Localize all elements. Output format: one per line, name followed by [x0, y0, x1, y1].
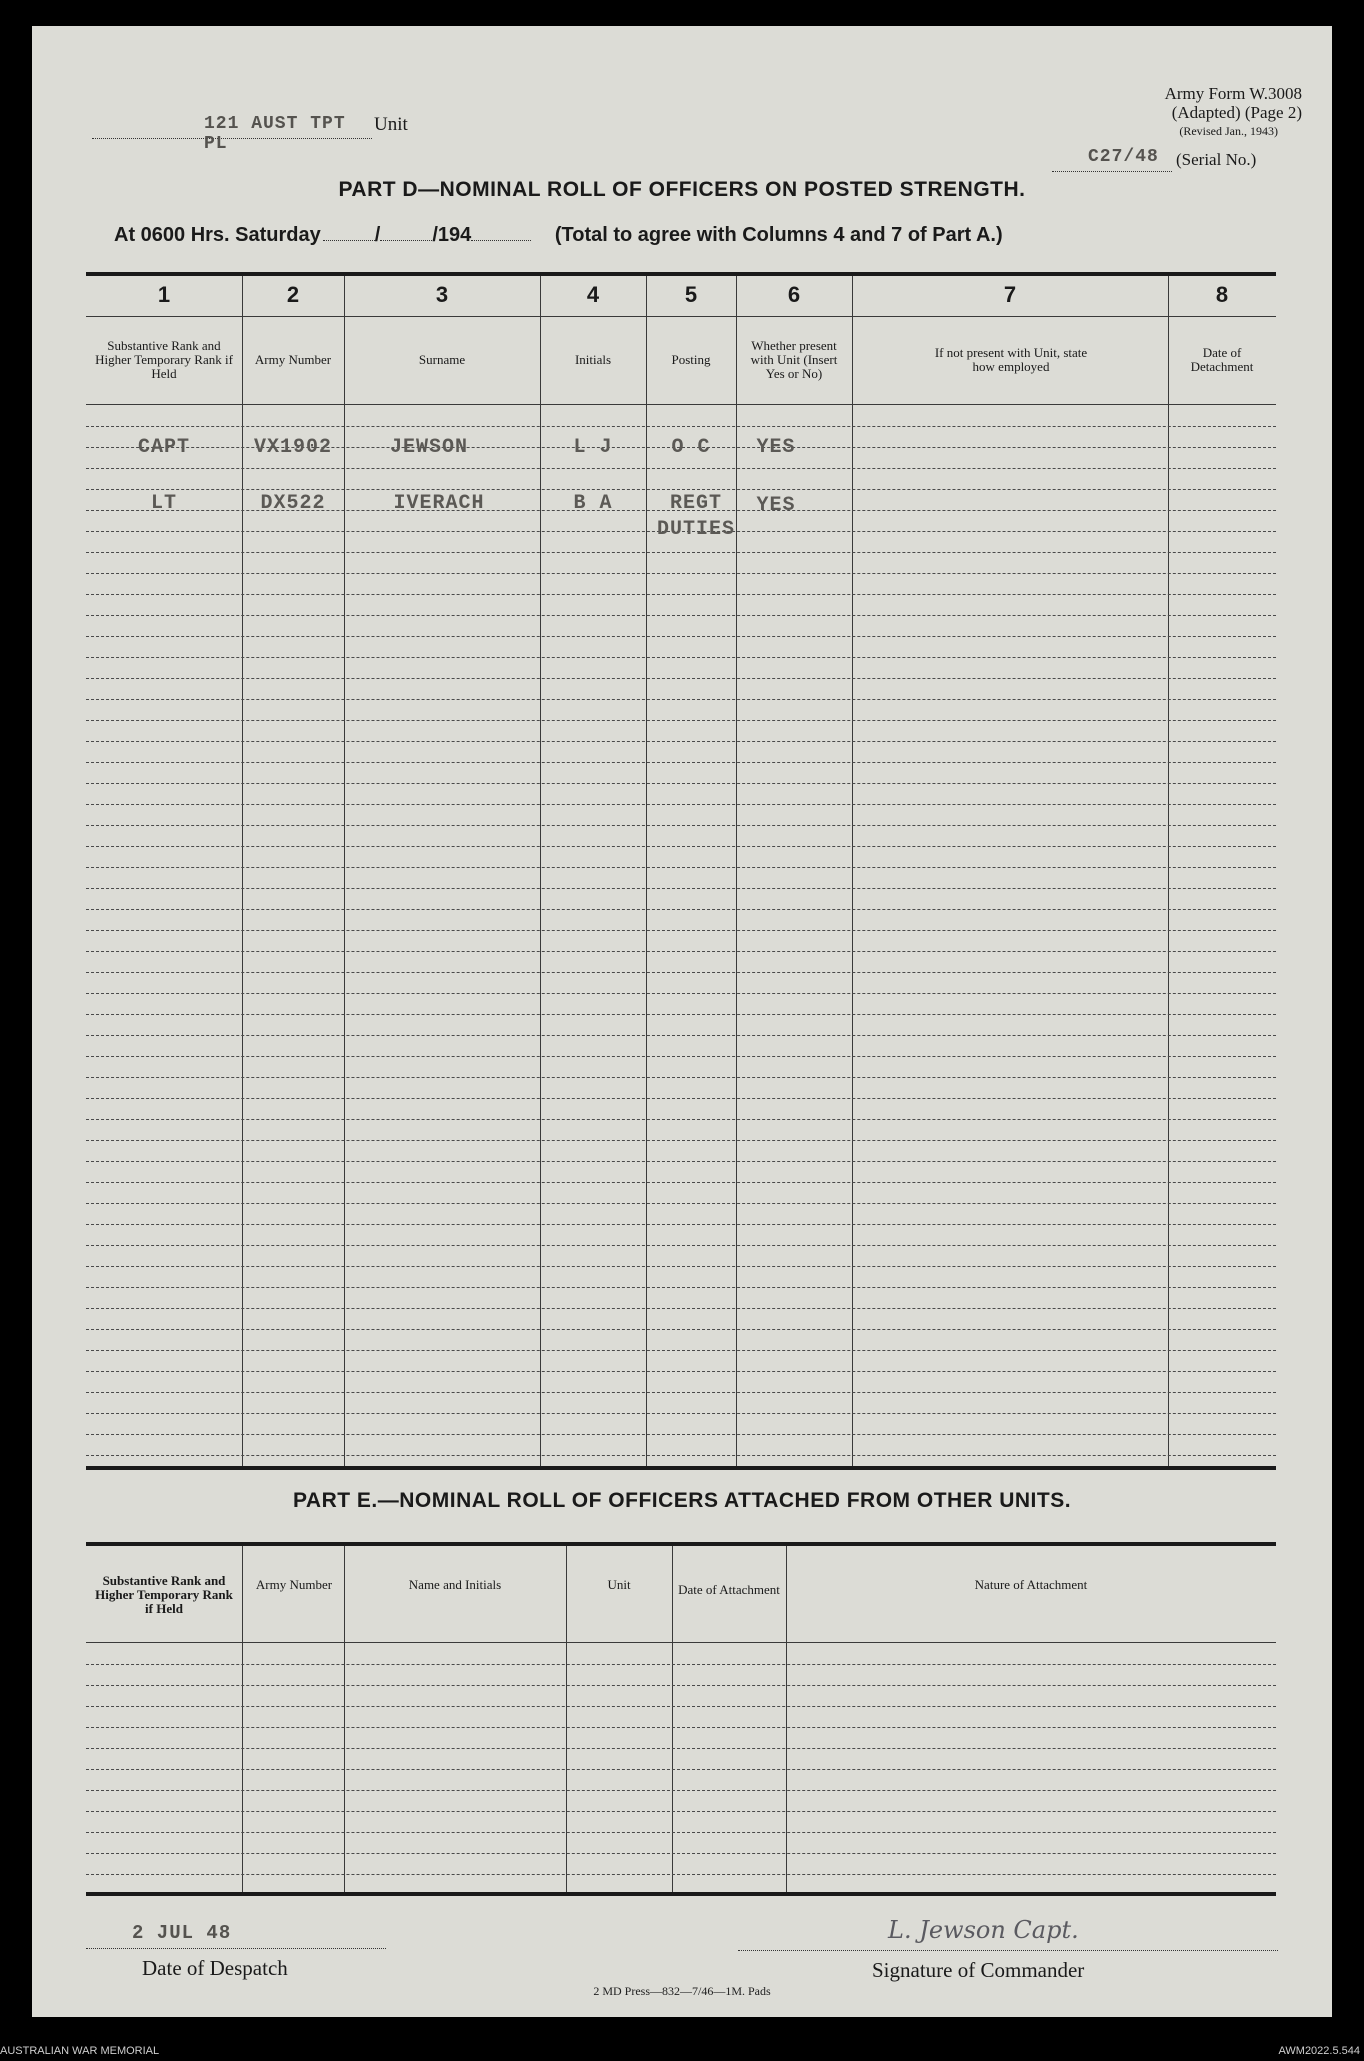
ruled-line: [86, 1203, 1276, 1204]
ruled-line: [86, 468, 1276, 469]
unit-value: 121 AUST TPT PL: [204, 114, 346, 154]
ruled-line: [86, 993, 1276, 994]
col-divider: [786, 1546, 787, 1892]
form-identifier: [1165, 84, 1302, 141]
ruled-line: [86, 1077, 1276, 1078]
ruled-line: [86, 1266, 1276, 1267]
ruled-line: [86, 615, 1276, 616]
ruled-line: [86, 1245, 1276, 1246]
row1-initials: L J: [573, 436, 613, 459]
col-divider: [566, 1546, 567, 1892]
col-num-2: 2: [286, 282, 300, 307]
despatch-value: 2 JUL 48: [132, 1922, 232, 1944]
col-num-3: 3: [435, 282, 449, 307]
ruled-line: [86, 1182, 1276, 1183]
row1-surname: JEWSON: [389, 436, 468, 459]
row2-rank: LT: [150, 492, 177, 515]
col-head-posting: Posting: [671, 352, 711, 367]
ruled-line: [86, 1392, 1276, 1393]
ruled-line: [86, 1727, 1276, 1728]
ruled-line: [86, 1371, 1276, 1372]
header-row-line: [86, 404, 1276, 405]
e-head-name: Name and Initials: [408, 1577, 502, 1592]
at-line-prefix: At 0600 Hrs. Saturday: [114, 224, 321, 246]
at-line-sep: /: [374, 224, 381, 246]
col-head-employed: If not present with Unit, state how employed: [934, 345, 1088, 374]
ruled-line: [86, 1308, 1276, 1309]
row1-number: VX1902: [253, 436, 332, 459]
ruled-line: [86, 426, 1276, 427]
row2-posting: REGT: [669, 492, 722, 515]
press-mark: 2 MD Press—832—7/46—1M. Pads: [593, 1984, 771, 1998]
at-line-note: (Total to agree with Columns 4 and 7 of Part A.): [554, 224, 1003, 246]
col-head-initials: Initials: [574, 352, 612, 367]
ruled-line: [86, 1664, 1276, 1665]
ruled-line: [86, 825, 1276, 826]
ruled-line: [86, 741, 1276, 742]
serial-field: [1052, 149, 1172, 172]
part-d-title: PART D—NOMINAL ROLL OF OFFICERS ON POSTED STRENGTH.: [338, 178, 1026, 201]
e-head-date: Date of Attachment: [678, 1582, 780, 1597]
col-head-detachment: Date of Detachment: [1190, 345, 1254, 374]
col-num-8: 8: [1215, 282, 1229, 307]
ruled-line: [86, 804, 1276, 805]
col-num-7: 7: [1003, 282, 1017, 307]
header-row-line: [86, 1642, 1276, 1643]
month-field: [380, 240, 432, 241]
e-head-army-number: Army Number: [255, 1577, 333, 1592]
form-revised: (Revised Jan., 1943): [1179, 124, 1278, 138]
e-head-rank: Substantive Rank and Higher Temporary Rank if Held: [95, 1573, 233, 1616]
ruled-line: [86, 1811, 1276, 1812]
ruled-line: [86, 1161, 1276, 1162]
col-divider: [242, 1546, 243, 1892]
ruled-line: [86, 909, 1276, 910]
ruled-line: [86, 573, 1276, 574]
despatch-field: [86, 1922, 386, 1949]
ruled-line: [86, 951, 1276, 952]
serial-label: (Serial No.): [1176, 150, 1257, 169]
ruled-line: [86, 1832, 1276, 1833]
part-d-table: [86, 272, 1276, 1470]
ruled-line: [86, 1140, 1276, 1141]
col-divider: [672, 1546, 673, 1892]
ruled-line: [86, 678, 1276, 679]
ruled-line: [86, 1119, 1276, 1120]
ruled-line: [86, 1413, 1276, 1414]
despatch-label: Date of Despatch: [142, 1956, 288, 1980]
part-e-table: [86, 1542, 1276, 1896]
at-line-year: /194: [432, 224, 472, 246]
archive-left-label: AUSTRALIAN WAR MEMORIAL: [0, 2045, 160, 2057]
col-head-rank: Substantive Rank and Higher Temporary Rank if Held: [95, 338, 233, 381]
ruled-line: [86, 1685, 1276, 1686]
row2-surname: IVERACH: [393, 492, 485, 515]
row2-number: DX522: [260, 492, 326, 515]
row1-present: YES: [756, 436, 796, 459]
part-e-title: PART E.—NOMINAL ROLL OF OFFICERS ATTACHED FROM OTHER UNITS.: [292, 1489, 1072, 1512]
ruled-line: [86, 1014, 1276, 1015]
serial-value: C27/48: [1088, 147, 1159, 167]
signature-label: Signature of Commander: [872, 1958, 1085, 1982]
ruled-line: [86, 1790, 1276, 1791]
col-num-4: 4: [586, 282, 600, 307]
ruled-line: [86, 846, 1276, 847]
ruled-line: [86, 720, 1276, 721]
ruled-line: [86, 1287, 1276, 1288]
row1-posting: O C: [671, 436, 711, 459]
ruled-line: [86, 972, 1276, 973]
ruled-line: [86, 1098, 1276, 1099]
year-field: [471, 240, 531, 241]
ruled-line: [86, 594, 1276, 595]
day-field: [323, 240, 375, 241]
form-adapted: (Adapted) (Page 2): [1171, 103, 1302, 122]
form-id: Army Form W.3008: [1164, 84, 1302, 103]
col-num-5: 5: [684, 282, 698, 307]
ruled-line: [86, 1748, 1276, 1749]
row2-present: YES: [756, 494, 796, 517]
col-head-surname: Surname: [418, 352, 466, 367]
form-page: [32, 26, 1332, 2017]
col-num-1: 1: [157, 282, 171, 307]
unit-label: Unit: [374, 114, 408, 135]
signature-field: [738, 1916, 1278, 1951]
ruled-line: [86, 657, 1276, 658]
row2-posting-line2: DUTIES: [656, 518, 735, 541]
ruled-line: [86, 489, 1276, 490]
row2-initials: B A: [573, 492, 613, 515]
unit-field: [92, 114, 372, 154]
ruled-line: [86, 1434, 1276, 1435]
col-head-army-number: Army Number: [254, 352, 332, 367]
ruled-line: [86, 552, 1276, 553]
e-head-nature: Nature of Attachment: [974, 1577, 1088, 1592]
ruled-line: [86, 636, 1276, 637]
row1-rank: CAPT: [137, 436, 190, 459]
ruled-line: [86, 1874, 1276, 1875]
ruled-line: [86, 1350, 1276, 1351]
ruled-line: [86, 1224, 1276, 1225]
ruled-line: [86, 888, 1276, 889]
ruled-line: [86, 762, 1276, 763]
ruled-line: [86, 1035, 1276, 1036]
ruled-line: [86, 1329, 1276, 1330]
ruled-line: [86, 699, 1276, 700]
ruled-line: [86, 867, 1276, 868]
ruled-line: [86, 1769, 1276, 1770]
ruled-line: [86, 930, 1276, 931]
col-divider: [344, 1546, 345, 1892]
e-head-unit: Unit: [607, 1577, 631, 1592]
archive-right-label: AWM2022.5.544: [1278, 2045, 1360, 2057]
ruled-line: [86, 783, 1276, 784]
ruled-line: [86, 1455, 1276, 1456]
ruled-line: [86, 1706, 1276, 1707]
ruled-line: [86, 1853, 1276, 1854]
col-head-present: Whether present with Unit (Insert Yes or No): [750, 338, 838, 381]
ruled-line: [86, 1056, 1276, 1057]
num-row-line: [86, 316, 1276, 317]
signature: L. Jewson Capt.: [888, 1916, 1079, 1944]
col-num-6: 6: [787, 282, 801, 307]
at-line: [114, 224, 1003, 247]
